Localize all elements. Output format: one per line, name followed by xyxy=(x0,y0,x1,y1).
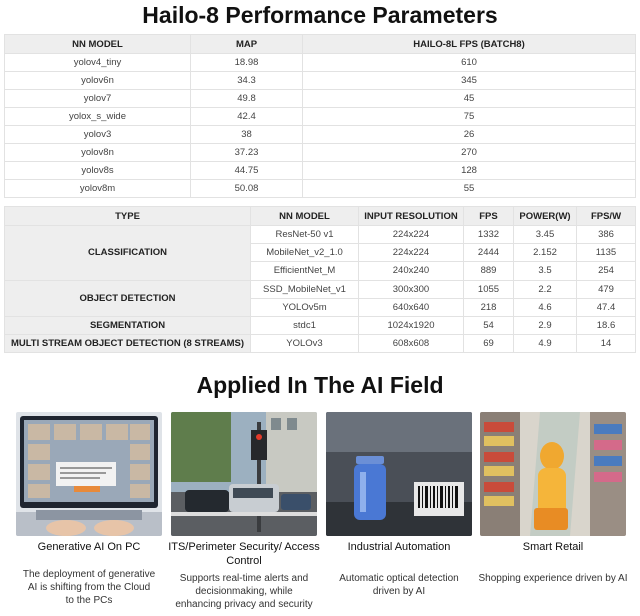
column-header: HAILO-8L FPS (BATCH8) xyxy=(303,35,636,54)
table-cell: 69 xyxy=(464,335,514,353)
table-cell: 4.9 xyxy=(514,335,577,353)
table-cell: yolov8s xyxy=(5,162,191,180)
card-description: Automatic optical detection driven by AI xyxy=(339,573,459,597)
table-row xyxy=(5,144,636,162)
vial-barcode-image xyxy=(326,412,472,536)
table-cell: EfficientNet_M xyxy=(251,262,359,280)
section-title: Applied In The AI Field xyxy=(196,372,444,398)
card-security xyxy=(168,412,320,610)
table-cell: yolov6n xyxy=(5,72,191,90)
table-row xyxy=(5,90,636,108)
column-header: NN MODEL xyxy=(251,207,359,226)
table-row xyxy=(5,162,636,180)
type-cell: SEGMENTATION xyxy=(5,316,251,334)
card-description: The deployment of generative AI is shifting from the Cloud to the PCs xyxy=(22,569,156,606)
table-cell: 3.5 xyxy=(514,262,577,280)
table-cell: 1135 xyxy=(577,244,636,262)
table-cell: 18.98 xyxy=(191,54,303,72)
table-cell: 3.45 xyxy=(514,226,577,244)
table-cell: 386 xyxy=(577,226,636,244)
table-cell: 2.2 xyxy=(514,280,577,298)
table-cell: yolov3 xyxy=(5,126,191,144)
table-cell: ResNet-50 v1 xyxy=(251,226,359,244)
card-industrial xyxy=(326,412,472,597)
table-cell: 37.23 xyxy=(191,144,303,162)
card-description: Shopping experience driven by AI xyxy=(478,573,628,584)
table-cell: 218 xyxy=(464,298,514,316)
card-title: ITS/Perimeter Security/ Access Control xyxy=(168,541,320,567)
table-cell: 38 xyxy=(191,126,303,144)
table-cell: yolov4_tiny xyxy=(5,54,191,72)
table-cell: 34.3 xyxy=(191,72,303,90)
table-cell: yolov8m xyxy=(5,180,191,198)
table-cell: 55 xyxy=(303,180,636,198)
table-cell: yolov8n xyxy=(5,144,191,162)
table-row xyxy=(5,280,636,298)
table-cell: 254 xyxy=(577,262,636,280)
benchmark-table xyxy=(4,206,636,353)
column-header: NN MODEL xyxy=(5,35,191,54)
table-cell: 14 xyxy=(577,335,636,353)
table-cell: 224x224 xyxy=(359,226,464,244)
card-retail xyxy=(478,412,628,584)
table-cell: 240x240 xyxy=(359,262,464,280)
table-cell: 608x608 xyxy=(359,335,464,353)
card-description: Supports real-time alerts and decisionmaking, while enhancing privacy and security xyxy=(175,573,313,610)
table-cell: 2.152 xyxy=(514,244,577,262)
table-cell: 2.9 xyxy=(514,316,577,334)
column-header: MAP xyxy=(191,35,303,54)
table-cell: 640x640 xyxy=(359,298,464,316)
table-cell: yolox_s_wide xyxy=(5,108,191,126)
table-cell: YOLOv5m xyxy=(251,298,359,316)
table-cell: stdc1 xyxy=(251,316,359,334)
table-cell: 44.75 xyxy=(191,162,303,180)
table-cell: 224x224 xyxy=(359,244,464,262)
card-generative-ai xyxy=(16,412,162,606)
table-cell: yolov7 xyxy=(5,90,191,108)
table-cell: 26 xyxy=(303,126,636,144)
column-header: FPS xyxy=(464,207,514,226)
table-cell: 270 xyxy=(303,144,636,162)
table-cell: 45 xyxy=(303,90,636,108)
column-header: FPS/W xyxy=(577,207,636,226)
type-cell: OBJECT DETECTION xyxy=(5,280,251,316)
table-cell: 345 xyxy=(303,72,636,90)
table-cell: 42.4 xyxy=(191,108,303,126)
table-cell: 49.8 xyxy=(191,90,303,108)
table-row xyxy=(5,54,636,72)
table-cell: 1332 xyxy=(464,226,514,244)
laptop-video-call-image xyxy=(16,412,162,536)
type-cell: CLASSIFICATION xyxy=(5,226,251,281)
table-cell: 300x300 xyxy=(359,280,464,298)
store-aisle-image xyxy=(480,412,626,536)
table-cell: 2444 xyxy=(464,244,514,262)
type-cell: MULTI STREAM OBJECT DETECTION (8 STREAMS) xyxy=(5,335,251,353)
card-title: Generative AI On PC xyxy=(37,541,141,553)
street-scene-image xyxy=(171,412,317,536)
table-cell: 54 xyxy=(464,316,514,334)
card-title: Smart Retail xyxy=(522,541,584,553)
table-row xyxy=(5,126,636,144)
performance-table xyxy=(4,34,636,198)
table-cell: 1024x1920 xyxy=(359,316,464,334)
table-row xyxy=(5,335,636,353)
table-cell: 889 xyxy=(464,262,514,280)
table-row xyxy=(5,108,636,126)
column-header: TYPE xyxy=(5,207,251,226)
column-header: POWER(W) xyxy=(514,207,577,226)
table-row xyxy=(5,72,636,90)
table-cell: 1055 xyxy=(464,280,514,298)
table-cell: 128 xyxy=(303,162,636,180)
table-row xyxy=(5,316,636,334)
table-cell: 18.6 xyxy=(577,316,636,334)
page-title: Hailo-8 Performance Parameters xyxy=(142,2,498,28)
table-row xyxy=(5,180,636,198)
table-cell: 4.6 xyxy=(514,298,577,316)
table-header-row xyxy=(5,207,636,226)
table-cell: SSD_MobileNet_v1 xyxy=(251,280,359,298)
table-row xyxy=(5,226,636,244)
column-header: INPUT RESOLUTION xyxy=(359,207,464,226)
table-cell: 75 xyxy=(303,108,636,126)
table-cell: 479 xyxy=(577,280,636,298)
table-cell: 610 xyxy=(303,54,636,72)
table-cell: MobileNet_v2_1.0 xyxy=(251,244,359,262)
table-cell: 50.08 xyxy=(191,180,303,198)
table-header-row xyxy=(5,35,636,54)
table-cell: 47.4 xyxy=(577,298,636,316)
card-title: Industrial Automation xyxy=(347,541,451,553)
table-cell: YOLOv3 xyxy=(251,335,359,353)
